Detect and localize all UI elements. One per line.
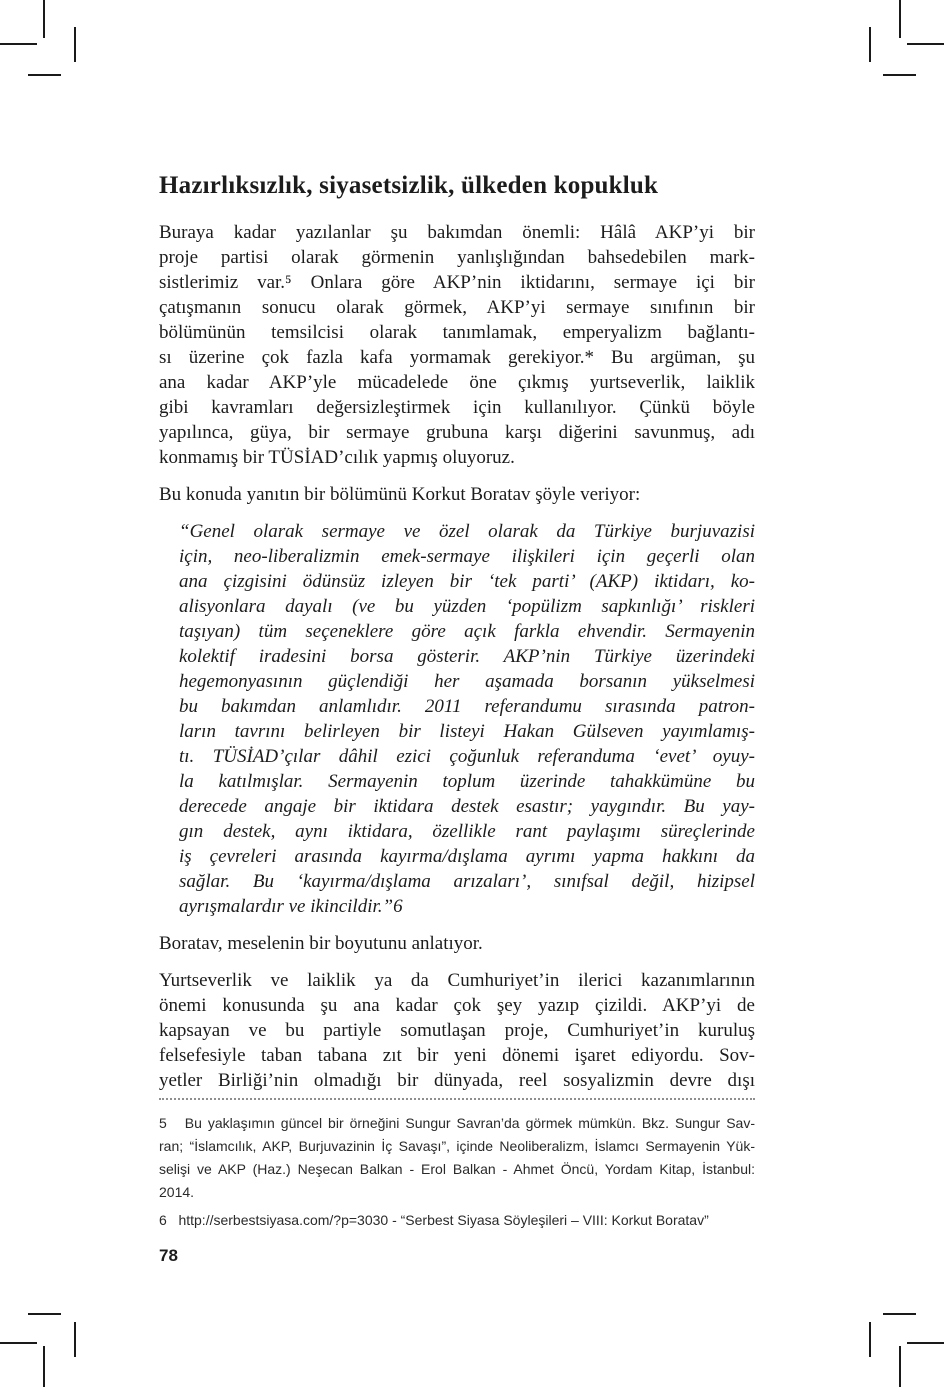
quote-line: gın destek, aynı iktidara, özellikle rant paylaşımı süreçlerinde — [179, 821, 755, 842]
crop-mark — [907, 1342, 944, 1344]
crop-mark — [74, 27, 76, 62]
body-paragraph-4 — [159, 968, 755, 1093]
quote-line: sağlar. Bu ‘kayırma/dışlama arızaları’, sınıfsal değil, hizipsel — [179, 871, 755, 892]
quote-line: kolektif iradesini borsa gösterir. AKP’nin Türkiye üzerindeki — [179, 646, 755, 667]
text-line: gibi kavramları değersizleştirmek için kullanılıyor. Çünkü böyle — [159, 397, 755, 418]
crop-mark — [28, 1313, 61, 1315]
text-line: konmamış bir TÜSİAD’cılık yapmış oluyoruz. — [159, 447, 515, 468]
crop-mark — [869, 27, 871, 62]
crop-mark — [0, 1342, 37, 1344]
text-line: sı üzerine çok fazla kafa yormamak gerekiyor.* Bu argüman, şu — [159, 347, 755, 368]
crop-mark — [0, 43, 37, 45]
text-line: bölümünün temsilcisi olarak tanımlamak, emperyalizm bağlantı- — [159, 322, 755, 343]
footnote-line: selişi ve AKP (Haz.) Neşecan Balkan - Erol Balkan - Ahmet Öncü, Yordam Kitap, İstanbul: — [159, 1161, 755, 1177]
quote-line: ayrışmalardır ve ikincildir.”6 — [179, 896, 403, 917]
crop-mark — [899, 1346, 901, 1387]
footnote-line: 6 http://serbestsiyasa.com/?p=3030 - “Serbest Siyasa Söyleşileri – VIII: Korkut Boratav” — [159, 1212, 709, 1228]
block-quote — [159, 519, 755, 919]
quote-line: için, neo-liberalizmin emek-sermaye ilişkileri için geçerli olan — [179, 546, 755, 567]
crop-mark — [43, 0, 45, 38]
footnote-6 — [159, 1209, 755, 1232]
quote-line: iş çevreleri arasında kayırma/dışlama ayrımı yapma hakkını da — [179, 846, 755, 867]
page-number: 78 — [159, 1246, 178, 1265]
quote-line: ana çizgisini ödünsüz izleyen bir ‘tek parti’ (AKP) iktidarı, ko- — [179, 571, 755, 592]
text-line: Boratav, meselenin bir boyutunu anlatıyor. — [159, 933, 483, 954]
crop-mark — [907, 43, 944, 45]
body-paragraph-2 — [159, 482, 755, 507]
footnote-5 — [159, 1112, 755, 1204]
crop-mark — [43, 1346, 45, 1387]
crop-mark — [899, 0, 901, 38]
text-line: önemi konusunda şu ana kadar çok şey yazıp çizildi. AKP’yi de — [159, 995, 755, 1016]
text-line: Bu konuda yanıtın bir bölümünü Korkut Boratav şöyle veriyor: — [159, 484, 641, 505]
text-line: çatışmanın sonucu olarak görmek, AKP’yi sermaye sınıfının bir — [159, 297, 755, 318]
footnote-line: 2014. — [159, 1184, 195, 1200]
quote-line: “Genel olarak sermaye ve özel olarak da Türkiye burjuvazisi — [179, 521, 755, 542]
crop-mark — [883, 1313, 916, 1315]
footnote-line: 5 Bu yaklaşımın güncel bir örneğini Sungur Savran’da görmek mümkün. Bkz. Sungur Sav- — [159, 1115, 755, 1131]
quote-line: hegemonyasının güçlendiği her aşamada borsanın yükselmesi — [179, 671, 755, 692]
crop-mark — [883, 74, 916, 76]
body-paragraph-1 — [159, 220, 755, 470]
text-line: yetler Birliği’nin olmadığı bir dünyada, reel sosyalizmin devre dışı — [159, 1070, 755, 1091]
quote-line: derecede angaje bir iktidara destek esastır; yaygındır. Bu yay- — [179, 796, 755, 817]
body-paragraph-3 — [159, 931, 755, 956]
footnote-divider — [159, 1098, 755, 1100]
text-line: sistlerimiz var.⁵ Onlara göre AKP’nin iktidarını, sermaye içi bir — [159, 272, 755, 293]
text-block — [159, 172, 755, 1266]
text-line: ana kadar AKP’yle mücadelede öne çıkmış yurtseverlik, laiklik — [159, 372, 755, 393]
section-heading: Hazırlıksızlık, siyasetsizlik, ülkeden kopukluk — [159, 172, 659, 199]
quote-line: bu bakımdan anlamlıdır. 2011 referandumu sırasında patron- — [179, 696, 755, 717]
text-line: Yurtseverlik ve laiklik ya da Cumhuriyet’in ilerici kazanımlarının — [159, 970, 755, 991]
quote-line: tı. TÜSİAD’çılar dâhil ezici çoğunluk referanduma ‘evet’ oyuy- — [179, 746, 755, 767]
crop-mark — [74, 1322, 76, 1357]
quote-line: taşıyan) tüm seçeneklere göre açık farkla ehvendir. Sermayenin — [179, 621, 755, 642]
crop-mark — [869, 1322, 871, 1357]
footnote-line: ran; “İslamcılık, AKP, Burjuvazinin İç Savaşı”, içinde Neoliberalizm, İslamcı Sermayenin Yük- — [159, 1138, 755, 1154]
crop-mark — [28, 74, 61, 76]
text-line: yapılınca, güya, bir sermaye grubuna karşı diğerini savunmuş, adı — [159, 422, 755, 443]
text-line: kapsayan ve bu partiyle somutlaşan proje, Cumhuriyet’in kuruluş — [159, 1020, 755, 1041]
quote-line: alisyonlara dayalı (ve bu yüzden ‘popülizm sapkınlığı’ riskleri — [179, 596, 755, 617]
text-line: Buraya kadar yazılanlar şu bakımdan önemli: Hâlâ AKP’yi bir — [159, 222, 755, 243]
text-line: felsefesiyle taban tabana zıt bir yeni dönemi işaret ediyordu. Sov- — [159, 1045, 755, 1066]
quote-line: la katılmışlar. Sermayenin toplum üzerinde tahakkümüne bu — [179, 771, 755, 792]
text-line: proje partisi olarak görmenin yanlışlığından bahsedebilen mark- — [159, 247, 755, 268]
quote-line: ların tavrını belirleyen bir listeyi Hakan Gülseven yayımlamış- — [179, 721, 755, 742]
